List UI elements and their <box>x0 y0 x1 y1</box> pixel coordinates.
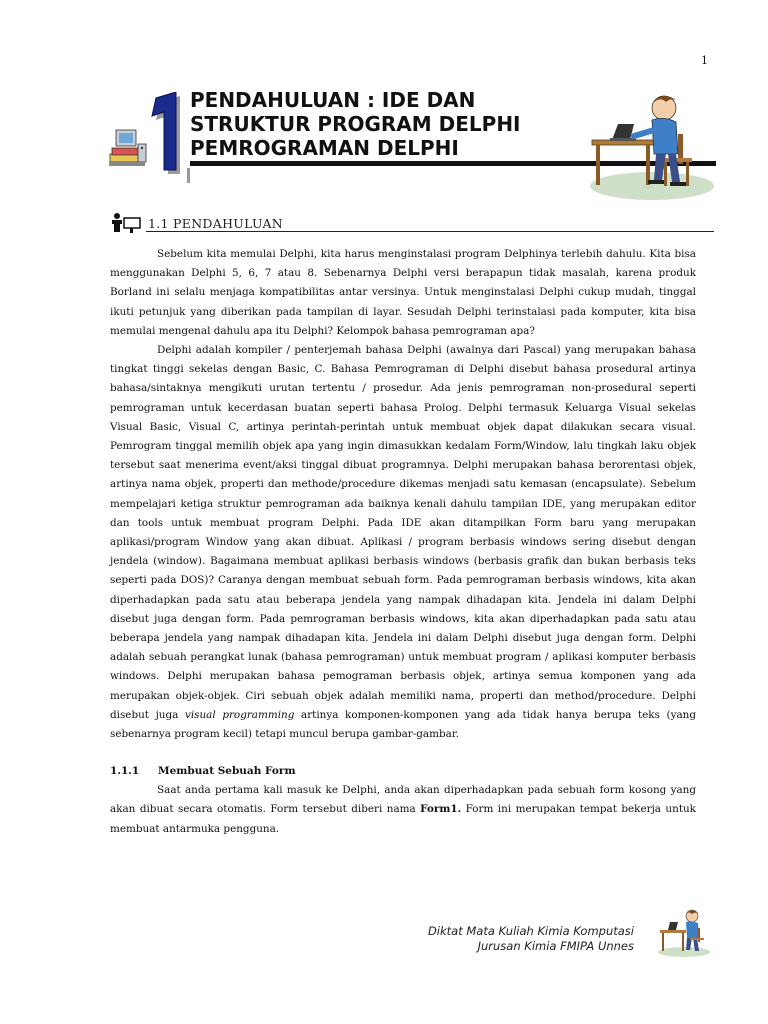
chapter-title-line-3: PEMROGRAMAN DELPHI <box>190 136 459 160</box>
chapter-title-line-1: PENDAHULUAN : IDE DAN <box>190 88 476 112</box>
subsection-title: Membuat Sebuah Form <box>158 765 296 778</box>
chapter-title-line-2: STRUKTUR PROGRAM DELPHI <box>190 112 521 136</box>
subsection-number: 1.1.1 <box>110 765 140 778</box>
chapter-numeral-graphic <box>142 92 190 174</box>
subsection-heading <box>110 762 696 781</box>
student-at-laptop-small-illustration <box>656 908 712 958</box>
paragraph-3-text: Saat anda pertama kali masuk ke Delphi, anda akan diperhadapkan pada sebuah form kosong yang akan dibuat secara otomatis. Form tersebut diberi nama <box>110 784 696 816</box>
paragraph-3-text-end: Form ini merupakan tempat bekerja untuk membuat antarmuka pengguna. <box>110 803 696 835</box>
chapter-header <box>108 88 716 188</box>
student-at-laptop-illustration <box>582 90 716 202</box>
paragraph-3 <box>110 781 696 839</box>
section-title: 1.1 PENDAHULUAN <box>148 216 284 231</box>
section-rule <box>146 231 714 232</box>
header-rule-shadow <box>187 168 190 183</box>
chapter-title <box>190 88 590 160</box>
paragraph-2-emphasis: visual programming <box>184 708 295 721</box>
page-number: 1 <box>701 54 708 67</box>
paragraph-2-text: Delphi adalah kompiler / penterjemah bahasa Delphi (awalnya dari Pascal) yang merupakan bahasa tingkat tinggi sekelas dengan Basic, C. Bahasa Pemrograman di Delphi disebut bahasa prosedural artinya bahasa/sintaknya mengikuti urutan tertentu / prosedur. Ada jenis pemrograman non-prosedural seperti pemrograman untuk kecerdasan buatan seperti bahasa Prolog. Delphi termasuk Keluarga Visual sekelas Visual Basic, Visual C, artinya perintah-perintah untuk membuat objek dapat dilakukan secara visual. Pemrogram tinggal memilih objek apa yang ingin dimasukkan kedalam Form/Window, lalu tingkah laku objek tersebut saat menerima event/aksi tinggal dibuat programnya. Delphi merupakan bahasa berorentasi objek, artinya nama objek, properti dan methode/procedure dikemas menjadi satu kemasan (encapsulate). Sebelum mempelajari ketiga struktur pemrograman ada baiknya kenali dahulu tampilan IDE, yang merupakan editor dan tools untuk membuat program Delphi. Pada IDE akan ditampilkan Form baru yang merupakan aplikasi/program Window yang akan dibuat. Aplikasi / program berbasis windows sering disebut dengan jendela (window). Bagaimana membuat aplikasi berbasis windows (berbasis grafik dan bukan berbasis teks seperti pada DOS)? Caranya dengan membuat sebuah form. Pada pemrograman berbasis windows, kita akan diperhadapkan pada satu atau beberapa jendela yang nampak dihadapan kita. Jendela ini dalam Delphi disebut juga dengan form. Pada pemrograman berbasis windows, kita akan diperhadapkan pada satu atau beberapa jendela yang nampak dihadapan kita. Jendela ini dalam Delphi disebut juga dengan form. Delphi adalah sebuah perangkat lunak (bahasa pemrograman) untuk membuat program / aplikasi komputer berbasis windows. Delphi merupakan bahasa pemograman berbasis objek, artinya semua komponen yang ada merupakan objek-objek. Ciri sebuah objek adalah memiliki nama, properti dan method/procedure. Delphi disebut juga <box>110 344 696 721</box>
section-heading <box>110 212 714 234</box>
paragraph-2-text-end: artinya komponen-komponen yang ada tidak hanya berupa teks (yang sebenarnya program kecil) tetapi muncul berupa gambar-gambar. <box>110 708 696 741</box>
teacher-at-board-icon <box>110 212 146 234</box>
footer-line-1: Diktat Mata Kuliah Kimia Komputasi <box>427 924 634 938</box>
footer-text <box>428 924 634 954</box>
paragraph-1: Sebelum kita memulai Delphi, kita harus menginstalasi program Delphinya terlebih dahulu. Kita bisa menggunakan Delphi 5, 6, 7 atau 8. Sebenarnya Delphi versi berapapun tidak masalah, karena produk Borland ini selalu menjaga kompatibilitas antar versinya. Untuk menginstalasi Delphi cukup mudah, tinggal ikuti petunjuk yang diberikan pada tampilan di layar. Sesudah Delphi terinstalasi pada komputer, kita bisa memulai mengenal dahulu apa itu Delphi? Kelompok bahasa pemrograman apa? <box>110 248 696 337</box>
paragraph-2 <box>110 341 696 744</box>
footer-line-2: Jurusan Kimia FMIPA Unnes <box>477 939 634 953</box>
chapter-numeral: 1 <box>142 92 143 93</box>
body-text <box>110 245 696 839</box>
paragraph-3-bold: Form1. <box>420 803 462 816</box>
